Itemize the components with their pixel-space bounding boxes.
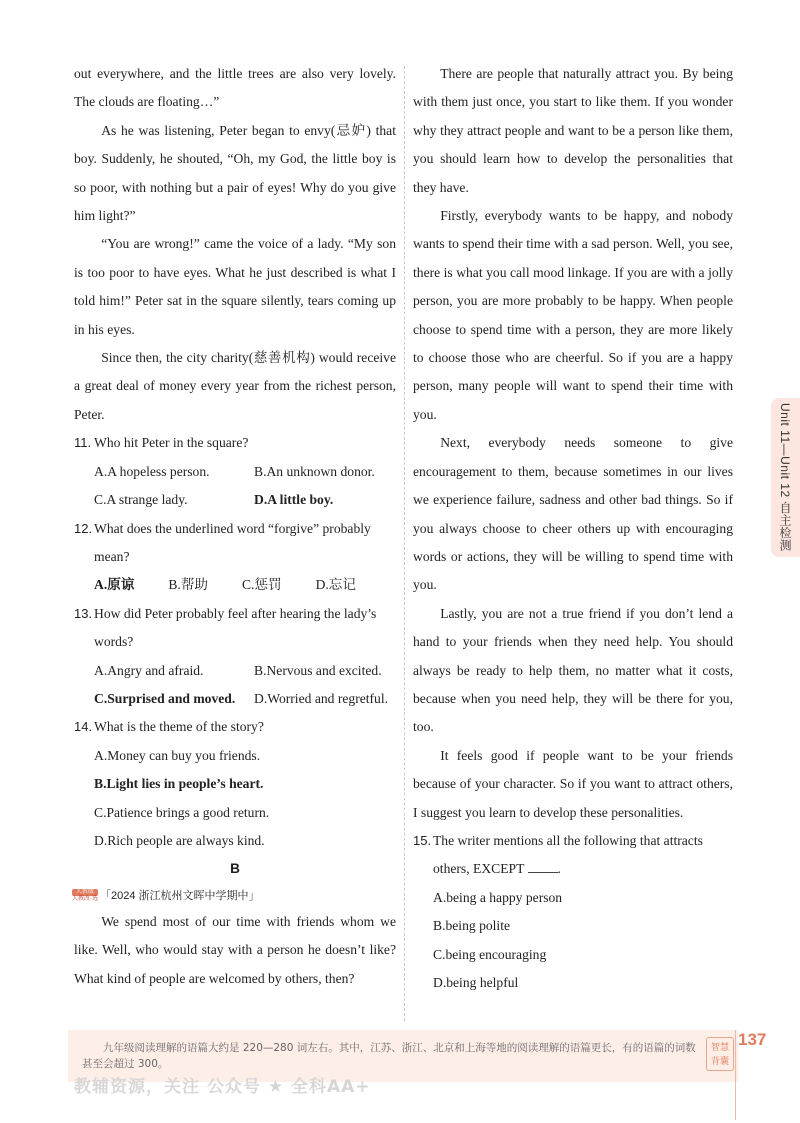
question-number: 12. (74, 520, 93, 536)
passage-paragraph: “You are wrong!” came the voice of a lady. “My son is too poor to have eyes. What he just described is what I told him!” Peter sat in the square silently, tears coming up in his eyes. (74, 236, 396, 337)
passage-paragraph: As he was listening, Peter began to envy(忌妒) that boy. Suddenly, he shouted, “Oh, my God, the little boy is so poor, with nothing but a pair of eyes! Why do you give him light?” (74, 122, 396, 224)
option-b: B.帮助 (168, 577, 209, 593)
options-row (74, 657, 396, 685)
question-11 (74, 429, 396, 457)
option-c: C.Patience brings a good return. (94, 804, 270, 820)
question-number: 14. (74, 719, 93, 735)
option-c-answer: C.Surprised and moved. (94, 690, 236, 706)
option-a: A.Money can buy you friends. (94, 747, 261, 763)
option-a: A.being a happy person (433, 889, 563, 905)
question-number: 11. (74, 435, 92, 451)
passage-paragraph: out everywhere, and the little trees are also very lovely. The clouds are floating…” (74, 66, 396, 110)
right-column (413, 60, 733, 997)
passage-paragraph: Firstly, everybody wants to be happy, and nobody wants to spend their time with a sad person. Well, you see, there is what you call mood linkage. If you are with a jolly person, you are more probably to be happy. When people choose to spend time with a person, they are more likely to choose those who are cheerful. So if you are a happy person, many people will want to spend their time with you. (413, 208, 733, 422)
options-row (74, 571, 356, 599)
option-b: B.being polite (433, 918, 511, 934)
passage-paragraph: It feels good if people want to be your friends because of your character. So if you want to attract others, I suggest you learn to develop these personalities. (413, 747, 733, 820)
question-number: 15. (413, 832, 432, 848)
edition-badge: 人教版 人教改·选 (72, 888, 98, 902)
page-number: 137 (738, 1030, 767, 1049)
question-text: What is the theme of the story? (94, 719, 264, 735)
question-number: 13. (74, 605, 93, 621)
watermark-text: 教辅资源，关注 公众号 ★ 全科AA+ (74, 1077, 371, 1097)
source-line (72, 884, 396, 908)
passage-paragraph: Lastly, you are not a true friend if you don’t lend a hand to your friends when they need help. You should always be ready to help them, no matter what it costs, because when you need help, they will be there for you, too. (413, 605, 733, 735)
footer-rule (735, 1030, 736, 1120)
option-d: D.忘记 (315, 577, 356, 593)
question-14 (74, 713, 396, 741)
question-15: 15. The writer mentions all the following that attracts others, EXCEPT . (413, 827, 733, 884)
passage-paragraph: We spend most of our time with friends whom we like. Well, who would stay with a person he doesn’t like? What kind of people are welcomed by others, then? (74, 913, 396, 986)
question-text: What does the underlined word “forgive” probably mean? (94, 520, 371, 564)
passage-paragraph: There are people that naturally attract you. By being with them just once, you start to like them. If you wonder why they attract people and want to be a person like them, you should learn how to develop the personalities that they have. (413, 66, 733, 195)
option-b: B.An unknown donor. (254, 463, 375, 479)
options-row (74, 458, 396, 486)
option-b: B.Nervous and excited. (254, 662, 382, 678)
option-c: C.being encouraging (433, 946, 547, 962)
option-d: D.being helpful (433, 975, 519, 990)
left-column (74, 60, 396, 993)
unit-side-tab (771, 398, 800, 557)
option-d: D.Rich people are always kind. (94, 832, 265, 848)
question-13 (74, 600, 396, 657)
passage-paragraph: Next, everybody needs someone to give encouragement to them, because sometimes in our lives we experience failure, sadness and other bad things. So if you always choose to cheer others up with encouraging words or actions, they will be willing to spend time with you. (413, 435, 733, 593)
footer-note: 九年级阅读理解的语篇大约是 220—280 词左右。其中，江苏、浙江、北京和上海等地的阅读理解的语篇更长，有的语篇的词数甚至会超过 300。 (82, 1042, 696, 1070)
option-d: D.Worried and regretful. (254, 690, 389, 706)
options-row (74, 486, 396, 514)
question-12 (74, 515, 396, 572)
section-heading: B (230, 861, 240, 877)
option-a: A.A hopeless person. (94, 463, 210, 479)
tip-tag: 智慧 背囊 (706, 1037, 734, 1071)
option-b-answer: B.Light lies in people’s heart. (94, 776, 264, 792)
question-text: The writer mentions all the following that attracts others, EXCEPT (433, 832, 703, 877)
passage-paragraph: Since then, the city charity(慈善机构) would receive a great deal of money every year from the richest person, Peter. (74, 350, 396, 422)
option-c: C.A strange lady. (94, 492, 188, 508)
option-a-answer: A.原谅 (94, 577, 135, 593)
unit-side-tab-label: Unit 11—Unit 12 自主检测 (778, 403, 792, 552)
source-label: 「2024 浙江杭州文晖中学期中」 (100, 889, 260, 902)
option-c: C.惩罚 (241, 577, 282, 593)
options-row (74, 685, 396, 713)
answer-blank (528, 860, 558, 873)
option-d-answer: D.A little boy. (254, 492, 334, 508)
option-a: A.Angry and afraid. (94, 662, 204, 678)
question-text: Who hit Peter in the square? (94, 435, 249, 451)
column-divider (404, 66, 405, 1021)
question-text: How did Peter probably feel after hearing the lady’s words? (94, 605, 377, 650)
